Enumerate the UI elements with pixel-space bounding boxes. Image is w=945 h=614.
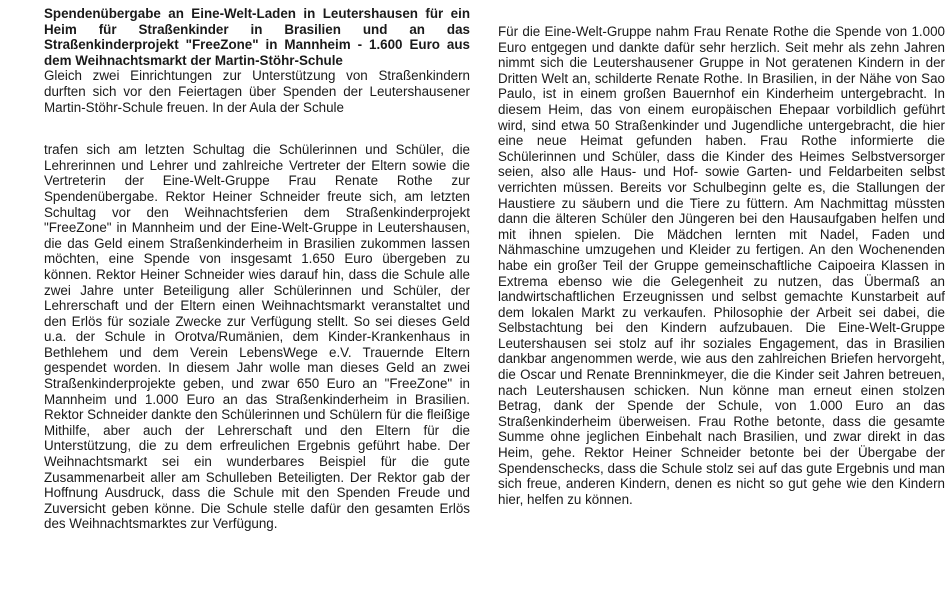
- article-headline: Spendenübergabe an Eine-Welt-Laden in Leutershausen für ein Heim für Straßenkinder in Brasilien und an das Straßenkinderprojekt "FreeZone" in Mannheim - 1.600 Euro aus dem Weihnachtsmarkt der Martin-Stöhr-Schule: [44, 6, 470, 68]
- right-column: [478, 0, 945, 507]
- left-column: [0, 0, 470, 532]
- article-body-left: trafen sich am letzten Schultag die Schülerinnen und Schüler, die Lehrerinnen und Lehrer und zahlreiche Vertreter der Eltern sowie die Vertreterin der Eine-Welt-Gruppe Frau Renate Rothe zur Spendenübergabe. Rektor Heiner Schneider freute sich, am letzten Schultag vor den Weihnachtsferien dem Straßenkinderprojekt "FreeZone" in Mannheim und der Eine-Welt-Gruppe in Leutershausen, die das Geld einem Straßenkinderheim in Brasilien zukommen lassen möchten, eine Spende von insgesamt 1.650 Euro übergeben zu können. Rektor Heiner Schneider wies darauf hin, dass die Schule alle zwei Jahre unter Beteiligung aller Schülerinnen und Schüler, der Lehrerschaft und der Eltern einen Weihnachtsmarkt veranstaltet und den Erlös für soziale Zwecke zur Verfügung stellt. So sei dieses Geld u.a. der Schule in Orotva/Rumänien, dem Kinder-Krankenhaus in Bethlehem und dem Verein LebensWege e.V. Trauernde Eltern gespendet worden. In diesem Jahr wolle man dieses Geld an zwei Straßenkinderprojekte geben, und zwar 650 Euro an "FreeZone" in Mannheim und 1.000 Euro an das Straßenkinderheim in Brasilien. Rektor Schneider dankte den Schülerinnen und Schülern für die fleißige Mithilfe, aber auch der Lehrerschaft und den Eltern für die Unterstützung, die zu dem erfreulichen Ergebnis geführt habe. Der Weihnachtsmarkt sei ein wunderbares Beispiel für die gute Zusammenarbeit aller am Schulleben Beteiligten. Der Rektor gab der Hoffnung Ausdruck, dass die Schule mit den Spenden Freude und Zuversicht geben könne. Die Schule stelle dafür den gesamten Erlös des Weihnachtsmarktes zur Verfügung.: [44, 142, 470, 532]
- article-lead: Gleich zwei Einrichtungen zur Unterstützung von Straßenkindern durften sich vor den Feiertagen über Spenden der Leutershausener Martin-Stöhr-Schule freuen. In der Aula der Schule: [44, 68, 470, 115]
- article-body-right: Für die Eine-Welt-Gruppe nahm Frau Renate Rothe die Spende von 1.000 Euro entgegen und dankte dafür sehr herzlich. Seit mehr als zehn Jahren nimmt sich die Leutershausener Gruppe in Not geratenen Kindern in der Dritten Welt an, schilderte Renate Rothe. In Brasilien, in der Nähe von Sao Paulo, ist in einem großen Bauernhof ein Kinderheim untergebracht. In diesem Heim, das von einem europäischen Ehepaar vorbildlich geführt wird, sind etwa 50 Straßenkinder und Jugendliche untergebracht, die hier eine neue Heimat gefunden haben. Frau Rothe informierte die Schülerinnen und Schüler, dass die Kinder des Heimes Selbstversorger seien, also alle Haus- und Hof- sowie Garten- und Feldarbeiten selbst verrichten müssen. Bereits vor Schulbeginn gelte es, die Stallungen der Haustiere zu säubern und die Tiere zu füttern. Am Nachmittag müssten dann die älteren Schüler den Jüngeren bei den Hausaufgaben helfen und mit ihnen spielen. Die Mädchen lernten mit Nadel, Faden und Nähmaschine umzugehen und Kleider zu fertigen. An den Wochenenden habe ein großer Teil der Gruppe gemeinschaftliche Caipoeira Klassen in Extrema ebenso wie die Gelegenheit zu nutzen, das Übermaß an landwirtschaftlichen Erzeugnissen und selbst gemachte Kunstarbeit auf dem lokalen Markt zu verkaufen. Philosophie der Arbeit sei dabei, die Selbstachtung bei den Kindern aufzubauen. Die Eine-Welt-Gruppe Leutershausen sei stolz auf ihr soziales Engagement, das in Brasilien dankbar angenommen werde, wie aus den zahlreichen Briefen hervorgeht, die Oscar und Renate Brenninkmeyer, die die Kinder seit Jahren betreuen, nach Leutershausen schicken. Nun könne man erneut einen stolzen Betrag, dank der Spende der Schule, von 1.000 Euro an das Straßenkinderheim überweisen. Frau Rothe betonte, dass die gesamte Summe ohne jeglichen Einbehalt nach Brasilien, und zwar direkt in das Heim, gehe. Rektor Heiner Schneider betonte bei der Übergabe der Spendenschecks, dass die Schule stolz sei auf das gute Ergebnis und man sich freue, anderen Kindern, denen es nicht so gut gehe wie den Kindern hier, helfen zu können.: [498, 24, 945, 507]
